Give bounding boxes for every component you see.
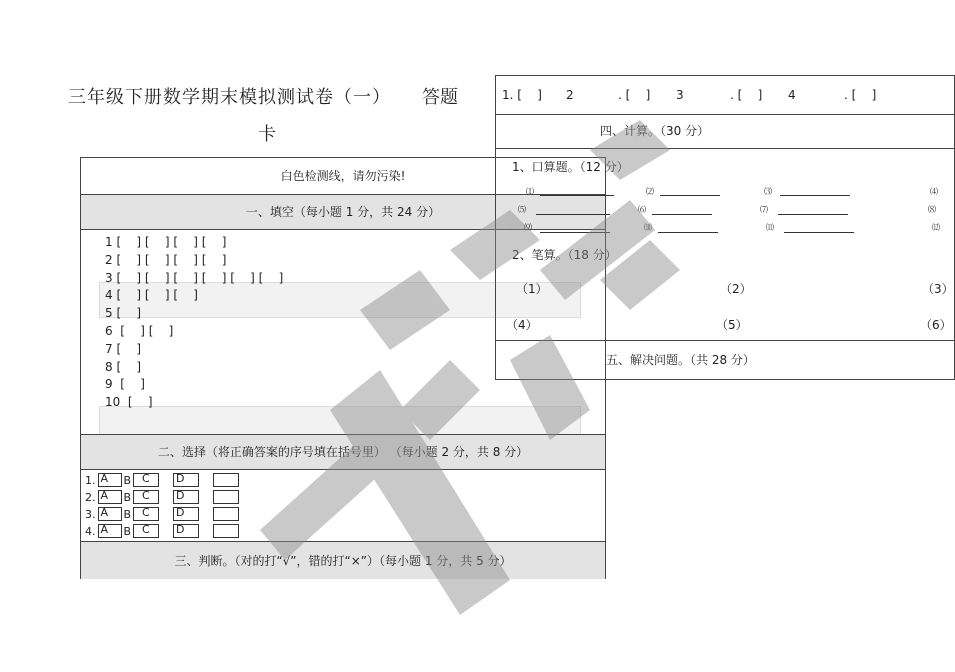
option-c-box[interactable]: C [133, 473, 159, 487]
answer-slot[interactable]: . [ ] [618, 88, 651, 102]
option-d-box[interactable]: D [173, 473, 199, 487]
option-a-box[interactable]: A [98, 473, 122, 487]
choice-row: 3. A B C D [85, 507, 239, 521]
answer-box[interactable] [213, 524, 239, 538]
option-d-box[interactable]: D [173, 524, 199, 538]
fill-blank-list [105, 234, 283, 412]
answer-line[interactable] [540, 195, 614, 196]
fill-row[interactable]: 3 [ ] [ ] [ ] [ ] [ ] [ ] [105, 270, 284, 285]
page-title: 三年级下册数学期末模拟测试卷（一） [68, 87, 391, 108]
fill-row[interactable]: 1 [ ] [ ] [ ] [ ] [105, 235, 227, 249]
option-d-box[interactable]: D [173, 507, 199, 521]
section-choice-header: 二、选择（将正确答案的序号填在括号里） （每小题 2 分，共 8 分） [81, 434, 605, 470]
page-title-suffix: 答题 [422, 87, 458, 108]
answer-box[interactable] [213, 473, 239, 487]
detection-notice: 白色检测线，请勿污染! [280, 169, 406, 183]
top-answer-row: 1. [ ] 2 . [ ] 3 . [ ] 4 . [ ] [496, 76, 954, 115]
fill-row[interactable]: 6 [ ] [ ] [105, 323, 174, 338]
answer-slot[interactable]: 1. [ ] [502, 88, 542, 102]
answer-line[interactable] [660, 195, 720, 196]
fill-row[interactable]: 8 [ ] [105, 359, 142, 374]
fill-row[interactable]: 2 [ ] [ ] [ ] [ ] [105, 252, 227, 267]
option-d-box[interactable]: D [173, 490, 199, 504]
answer-line[interactable] [780, 195, 850, 196]
section-solve-header: 五、解决问题。（共 28 分） [606, 353, 755, 367]
fill-row[interactable]: 10 [ ] [105, 395, 153, 410]
answer-line[interactable] [540, 232, 610, 233]
option-a-box[interactable]: A [98, 524, 122, 538]
fill-row[interactable]: 5 [ ] [105, 306, 142, 321]
answer-slot[interactable]: . [ ] [844, 88, 877, 102]
answer-line[interactable] [536, 214, 610, 215]
oral-calc-title: 1、口算题。（12 分） [512, 160, 629, 174]
option-c-box[interactable]: C [133, 507, 159, 521]
answer-slot[interactable]: . [ ] [730, 88, 763, 102]
answer-line[interactable] [784, 232, 854, 233]
answer-line[interactable] [658, 232, 718, 233]
fill-row[interactable]: 4 [ ] [ ] [ ] [105, 288, 198, 303]
page-title-end: 卡 [258, 124, 276, 145]
option-a-box[interactable]: A [98, 490, 122, 504]
answer-line[interactable] [778, 214, 848, 215]
section-fill-blank-header: 一、填空（每小题 1 分，共 24 分） [81, 194, 605, 230]
answer-box[interactable] [213, 507, 239, 521]
option-c-box[interactable]: C [133, 524, 159, 538]
answer-line[interactable] [652, 214, 712, 215]
section-judge-header: 三、判断。（对的打“√”，错的打“×”）（每小题 1 分，共 5 分） [81, 541, 605, 579]
choice-row: 4. A B C D [85, 524, 239, 538]
written-calc-title: 2、笔算。（18 分） [512, 248, 617, 262]
answer-card-right: 1. [ ] 2 . [ ] 3 . [ ] 4 . [ ] 四、计算。（30 分） 1、口算题。（12 分） ⑴ ⑵ ⑶ ⑷ ⑸ ⑹ ⑺ ⑻ ⑼ ⑽ ⑾ ⑿ 2、笔算。（18 分） （1） （2） （3） （4） （5） （6） 五、解决问题。（共 28 分） [495, 75, 955, 380]
option-c-box[interactable]: C [133, 490, 159, 504]
fill-row[interactable]: 7 [ ] [105, 341, 142, 356]
choice-row: 1. A B C D [85, 473, 239, 487]
answer-box[interactable] [213, 490, 239, 504]
fill-row[interactable]: 9 [ ] [105, 377, 145, 392]
option-a-box[interactable]: A [98, 507, 122, 521]
section-calc-header: 四、计算。（30 分） [600, 124, 710, 138]
choice-row: 2. A B C D [85, 490, 239, 504]
